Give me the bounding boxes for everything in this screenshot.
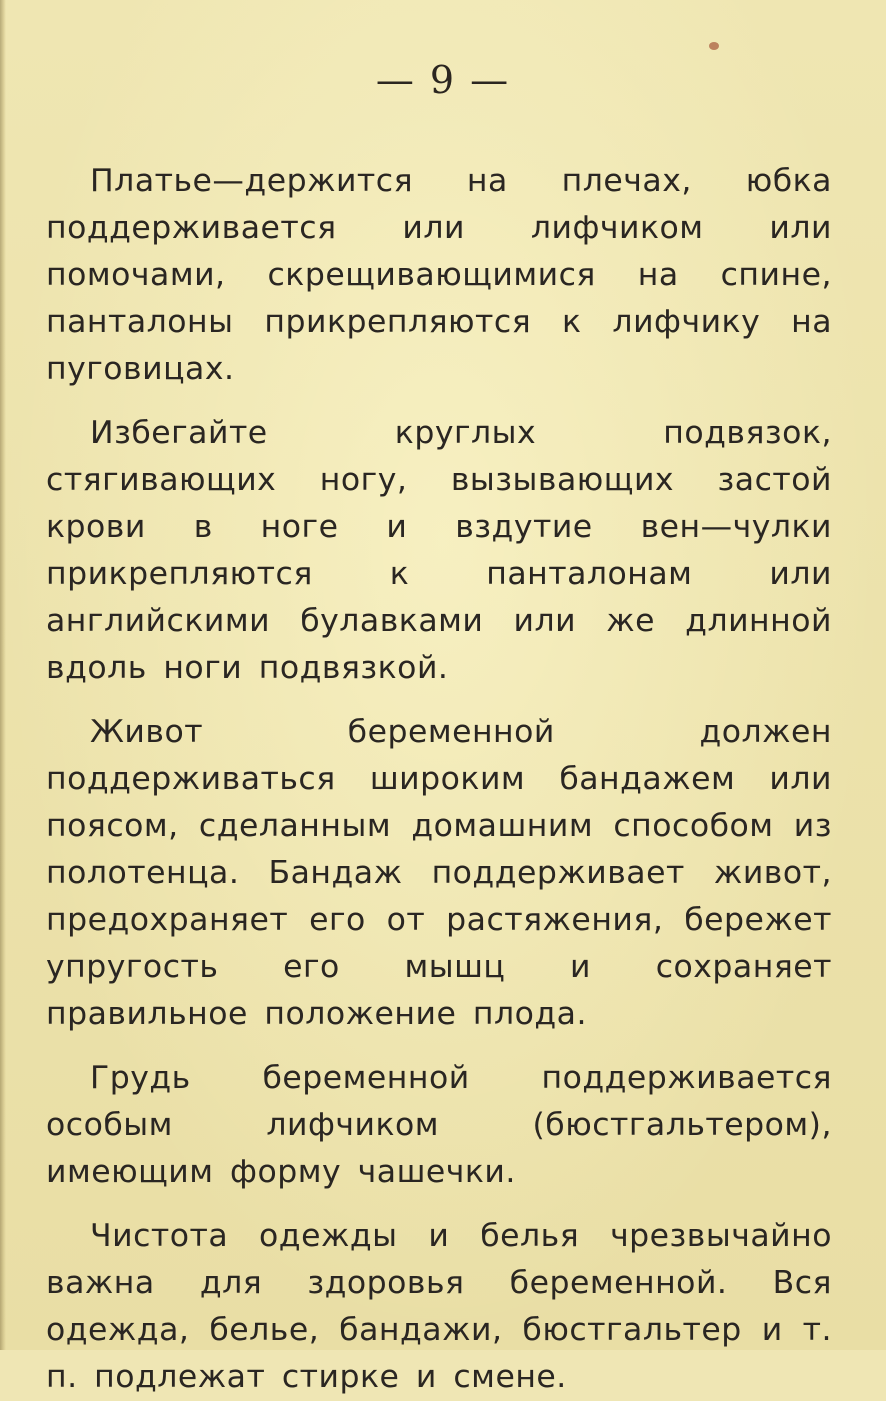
paragraph-abdomen-bandage: Живот беременной должен поддерживаться широким бандажем или поясом, сделанным домашним способом из полотенца. Бандаж поддерживает живот, предохраняет его от растяжения, бережет упругость его мышц и сохраняет правильное положение плода.: [46, 714, 832, 1032]
page-number: — 9 —: [375, 58, 511, 102]
page-binding-edge: [0, 0, 6, 1350]
body-text: [46, 158, 832, 1401]
paragraph-garters: Избегайте круглых подвязок, стягивающих ногу, вызывающих застой крови в ноге и вздутие вен—чулки прикрепляются к панталонам или английскими булавками или же длинной вдоль ноги подвязкой.: [46, 415, 832, 686]
ink-stain: [709, 42, 719, 50]
paragraph-clothing-support: Платье—держится на плечах, юбка поддерживается или лифчиком или помочами, скрещивающимися на спине, панталоны прикрепляются к лифчику на пуговицах.: [46, 163, 832, 387]
paragraph-cleanliness: Чистота одежды и белья чрезвычайно важна для здоровья беременной. Вся одежда, белье, бандажи, бюстгальтер и т. п. подлежат стирке и смене.: [46, 1218, 832, 1395]
paragraph-breast-support: Грудь беременной поддерживается особым лифчиком (бюстгальтером), имеющим форму чашечки.: [46, 1060, 832, 1190]
